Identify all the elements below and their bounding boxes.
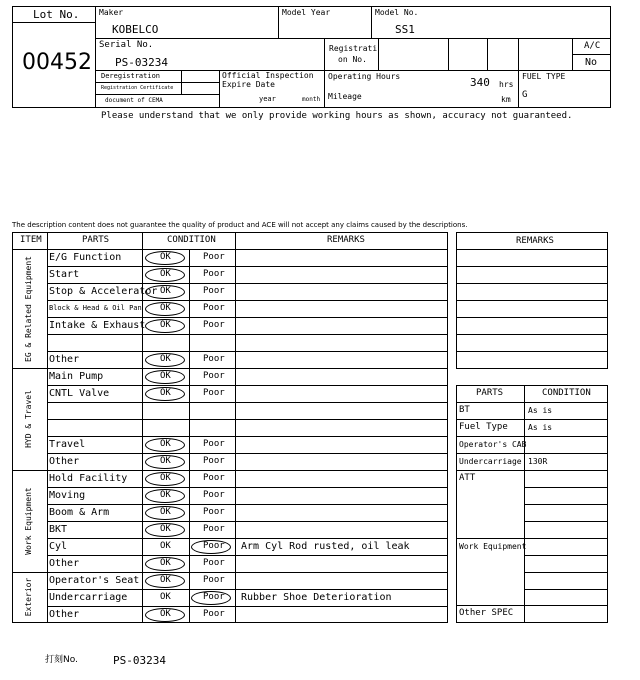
- operating-hours-label: Operating Hours: [328, 72, 401, 81]
- selected-condition-oval: [145, 455, 185, 469]
- selected-condition-oval: [145, 608, 185, 622]
- ok-mark: OK: [160, 269, 171, 279]
- poor-mark: Poor: [203, 507, 225, 517]
- registration-certificate-label: Registration Certificate: [101, 85, 174, 91]
- fuel-type-label: FUEL TYPE: [522, 72, 566, 81]
- part-name: Boom & Arm: [49, 506, 110, 518]
- registration-label: Registrati: [329, 44, 378, 53]
- ok-mark: OK: [160, 507, 171, 517]
- poor-mark: Poor: [203, 575, 225, 585]
- ok-mark: OK: [160, 303, 171, 313]
- fuel-type-value: G: [522, 90, 528, 100]
- side-condition: 130R: [528, 457, 548, 466]
- group-label: Exterior: [24, 577, 33, 617]
- part-name: E/G Function: [49, 251, 122, 263]
- accuracy-note: Please understand that we only provide working hours as shown, accuracy not guaranteed.: [101, 111, 573, 121]
- side-remarks-title: REMARKS: [516, 236, 554, 246]
- poor-mark: Poor: [203, 456, 225, 466]
- maker-value: KOBELCO: [112, 23, 159, 36]
- hrs-unit: hrs: [499, 80, 514, 89]
- selected-condition-oval: [145, 523, 185, 537]
- ok-mark: OK: [160, 388, 171, 398]
- col-parts-header: PARTS: [82, 235, 110, 245]
- side-att-label: ATT: [459, 473, 476, 483]
- side-condition: As is: [528, 406, 553, 415]
- poor-mark: Poor: [203, 252, 225, 262]
- part-name: Other: [49, 608, 80, 620]
- selected-condition-oval: [145, 370, 185, 384]
- operating-hours-value: 340: [470, 76, 490, 89]
- stamp-value: PS-03234: [113, 654, 166, 667]
- ok-mark: OK: [160, 320, 171, 330]
- ok-mark: OK: [160, 609, 171, 619]
- selected-condition-oval: [145, 574, 185, 588]
- part-name: Cyl: [49, 540, 68, 552]
- ok-mark: OK: [160, 252, 171, 262]
- month-label: month: [302, 96, 321, 103]
- cema-label: document of CEMA: [105, 97, 163, 104]
- poor-mark: Poor: [203, 354, 225, 364]
- ok-mark: OK: [160, 473, 171, 483]
- ok-mark: OK: [160, 592, 171, 602]
- remark-text: Rubber Shoe Deterioration: [241, 592, 392, 603]
- poor-mark: Poor: [203, 541, 225, 551]
- part-name: BKT: [49, 523, 68, 535]
- part-name: Block & Head & Oil Pan: [49, 304, 142, 312]
- maker-label: Maker: [99, 8, 124, 17]
- poor-mark: Poor: [203, 388, 225, 398]
- selected-condition-oval: [145, 387, 185, 401]
- poor-mark: Poor: [203, 490, 225, 500]
- selected-condition-oval: [145, 489, 185, 503]
- year-label: year: [259, 95, 276, 103]
- poor-mark: Poor: [203, 269, 225, 279]
- ok-mark: OK: [160, 456, 171, 466]
- col-item-header: ITEM: [20, 235, 42, 245]
- ok-mark: OK: [160, 439, 171, 449]
- part-name: Main Pump: [49, 370, 104, 382]
- part-name: Intake & Exhaust: [49, 319, 146, 331]
- part-name: Moving: [49, 489, 86, 501]
- lot-number: 00452: [22, 50, 92, 75]
- part-name: Stop & Accelerator: [49, 285, 158, 297]
- selected-condition-oval: [145, 319, 185, 333]
- poor-mark: Poor: [203, 558, 225, 568]
- poor-mark: Poor: [203, 303, 225, 313]
- part-name: Travel: [49, 438, 86, 450]
- model-year-label: Model Year: [282, 8, 331, 17]
- ac-label: A/C: [584, 41, 601, 51]
- poor-mark: Poor: [203, 320, 225, 330]
- km-unit: km: [501, 95, 511, 104]
- ok-mark: OK: [160, 490, 171, 500]
- serial-value: PS-03234: [115, 56, 168, 69]
- part-name: CNTL Valve: [49, 387, 110, 399]
- ok-mark: OK: [160, 371, 171, 381]
- selected-condition-oval: [145, 268, 185, 282]
- selected-condition-oval: [145, 506, 185, 520]
- stamp-label: 打刻No.: [45, 655, 78, 665]
- ok-mark: OK: [160, 354, 171, 364]
- registration-label-2: on No.: [338, 55, 367, 64]
- inspection-label-2: Expire Date: [222, 80, 275, 89]
- side-part: Fuel Type: [459, 422, 508, 432]
- part-name: Operator's Seat: [49, 574, 140, 586]
- selected-condition-oval: [145, 353, 185, 367]
- serial-label: Serial No.: [99, 40, 154, 50]
- side-part: Operator's CAB: [459, 440, 527, 449]
- selected-condition-oval: [191, 540, 231, 554]
- selected-condition-oval: [145, 251, 185, 265]
- col-remarks-header: REMARKS: [327, 235, 365, 245]
- poor-mark: Poor: [203, 609, 225, 619]
- part-name: Hold Facility: [49, 472, 128, 484]
- ok-mark: OK: [160, 541, 171, 551]
- part-name: Start: [49, 268, 80, 280]
- part-name: Other: [49, 353, 80, 365]
- ok-mark: OK: [160, 558, 171, 568]
- ac-value: No: [585, 57, 598, 68]
- side-other-spec-label: Other SPEC: [459, 608, 514, 618]
- part-name: Undercarriage: [49, 591, 128, 603]
- part-name: Other: [49, 455, 80, 467]
- selected-condition-oval: [145, 472, 185, 486]
- side-work-equipment-label: Work Equipment: [459, 542, 527, 551]
- poor-mark: Poor: [203, 473, 225, 483]
- disclaimer-note: The description content does not guarantee the quality of product and ACE will not accept any claims caused by the descriptions.: [12, 221, 468, 229]
- group-label: EG & Related Equipment: [24, 256, 33, 362]
- poor-mark: Poor: [203, 371, 225, 381]
- group-label: Work Equipment: [24, 487, 33, 555]
- mileage-label: Mileage: [328, 92, 362, 101]
- selected-condition-oval: [145, 438, 185, 452]
- poor-mark: Poor: [203, 286, 225, 296]
- poor-mark: Poor: [203, 592, 225, 602]
- lot-label: Lot No.: [33, 8, 80, 21]
- model-no-value: SS1: [395, 23, 415, 36]
- ok-mark: OK: [160, 286, 171, 296]
- selected-condition-oval: [191, 591, 231, 605]
- side-part: BT: [459, 405, 470, 415]
- remark-text: Arm Cyl Rod rusted, oil leak: [241, 541, 410, 552]
- poor-mark: Poor: [203, 439, 225, 449]
- ok-mark: OK: [160, 524, 171, 534]
- poor-mark: Poor: [203, 524, 225, 534]
- group-label: HYD & Travel: [24, 390, 33, 448]
- inspection-label: Official Inspection: [222, 71, 314, 80]
- part-name: Other: [49, 557, 80, 569]
- side-part: Undercarriage: [459, 457, 522, 466]
- side-col-parts: PARTS: [476, 388, 504, 398]
- side-condition: As is: [528, 423, 553, 432]
- col-condition-header: CONDITION: [167, 235, 216, 245]
- selected-condition-oval: [145, 557, 185, 571]
- selected-condition-oval: [145, 285, 185, 299]
- selected-condition-oval: [145, 302, 185, 316]
- deregistration-label: Deregistration: [101, 72, 161, 80]
- side-col-condition: CONDITION: [542, 388, 591, 398]
- model-no-label: Model No.: [375, 8, 419, 17]
- ok-mark: OK: [160, 575, 171, 585]
